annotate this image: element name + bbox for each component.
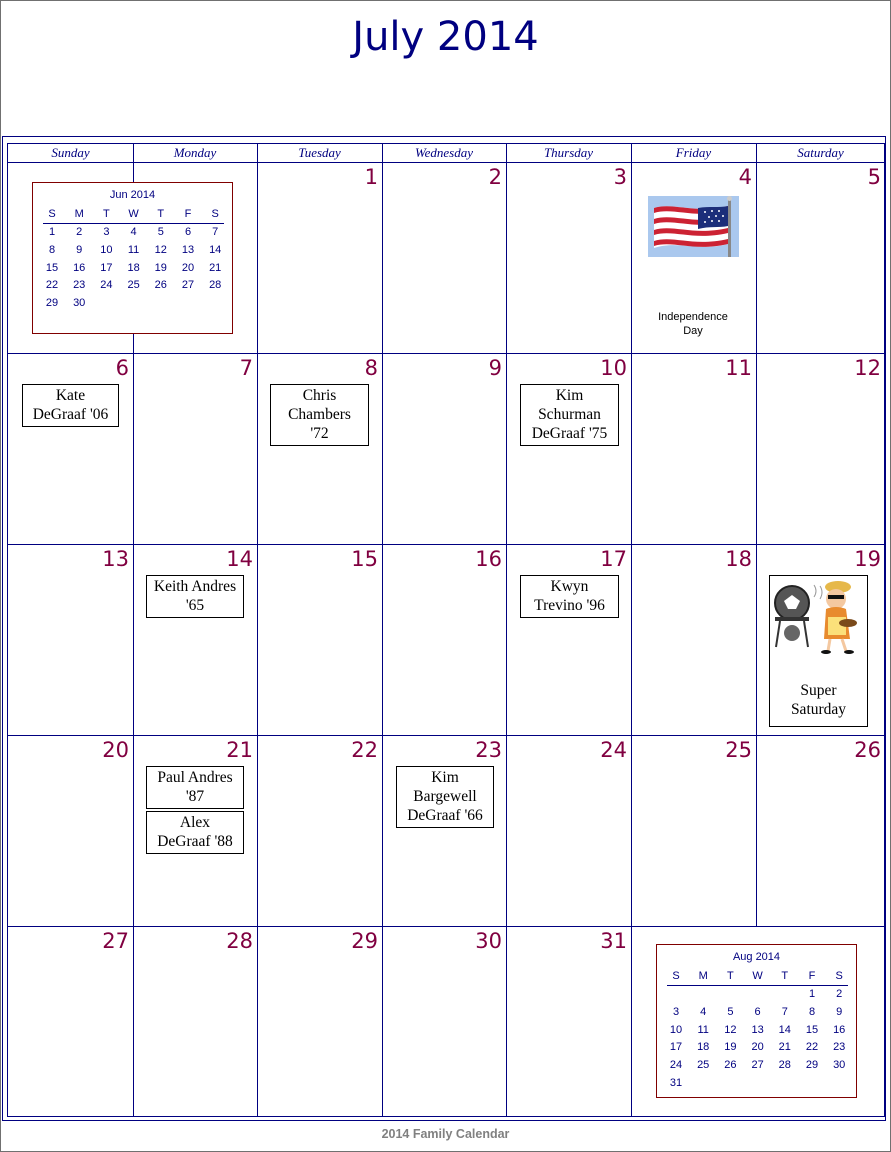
mini-calendar-day: 14 [209,243,222,256]
mini-calendar-day: 16 [833,1023,846,1036]
date-number: 15 [351,547,378,571]
event-box [396,766,494,828]
mini-calendar-august [656,944,857,1098]
mini-calendar-day: 11 [697,1023,709,1036]
mini-calendar-day: 6 [184,226,192,238]
mini-calendar-day: 26 [154,279,167,292]
event-text: DeGraaf '75 [531,425,608,442]
date-number: 13 [102,547,129,571]
date-number: 8 [364,356,378,380]
mini-calendar-day: 12 [724,1023,737,1036]
weekday-header-friday: Friday [675,145,712,160]
date-number: 25 [725,738,752,762]
mini-calendar-weekday: W [752,970,763,982]
column-rule-header [133,143,134,162]
mini-calendar-day: 21 [209,261,222,274]
date-number: 19 [854,547,881,571]
event-text: '72 [310,425,329,442]
date-number: 14 [226,547,253,571]
event-box [146,575,244,618]
column-rule [631,162,632,1117]
mini-calendar-title: Aug 2014 [732,951,781,963]
event-text: DeGraaf '88 [157,833,233,850]
mini-calendar-day: 2 [76,226,83,238]
mini-calendar-day: 24 [100,279,113,292]
grill-cartoon-icon [770,577,862,657]
event-text: Super [800,682,837,699]
date-number: 23 [475,738,502,762]
date-number: 9 [488,356,502,380]
date-number: 6 [115,356,129,380]
date-number: 31 [600,929,627,953]
mini-calendar-day: 31 [669,1077,683,1089]
mini-calendar-weekday: S [211,208,219,220]
event-text: '87 [185,788,205,805]
mini-calendar-day: 22 [45,279,59,292]
date-number: 27 [102,929,129,953]
mini-calendar-day: 15 [805,1023,819,1036]
date-number: 20 [102,738,129,762]
mini-calendar-day: 26 [724,1059,737,1072]
mini-calendar-day: 20 [181,261,195,274]
weekday-header-thursday: Thursday [543,145,594,160]
mini-calendar-day: 18 [127,261,140,274]
event-text: Kim [555,387,584,404]
mini-calendar-day: 30 [833,1059,846,1072]
date-number: 12 [854,356,881,380]
mini-calendar-day: 12 [154,243,167,256]
mini-calendar-day: 1 [48,226,56,238]
mini-calendar-day: 24 [669,1059,683,1072]
mini-calendar-day: 3 [103,226,110,238]
column-rule [506,162,507,1117]
mini-calendar-weekday: T [157,208,165,220]
mini-calendar-day: 23 [833,1041,846,1054]
date-number: 24 [600,738,627,762]
event-text: Schurman [538,406,601,423]
weekday-header-wednesday: Wednesday [414,145,473,160]
mini-calendar-weekday: W [128,208,139,220]
mini-calendar-weekday: M [74,208,84,220]
mini-calendar-day: 7 [212,226,219,238]
date-number: 21 [226,738,253,762]
column-rule [382,162,383,1117]
mini-calendar-day: 4 [700,1005,707,1018]
date-number: 3 [613,165,627,189]
mini-calendar-day: 25 [697,1059,710,1072]
column-rule-header [631,143,632,162]
date-number: 22 [351,738,378,762]
mini-calendar-weekday: F [808,970,816,982]
mini-calendar-day: 28 [209,279,222,292]
weekday-header-tuesday: Tuesday [298,145,341,160]
date-number: 7 [239,356,253,380]
date-number: 2 [488,165,502,189]
week-rule-last [8,1116,631,1117]
event-text: Paul Andres [157,769,233,786]
event-box [520,384,619,446]
mini-calendar-weekday: T [103,208,110,220]
event-text: Saturday [790,701,847,718]
column-rule [257,162,258,1117]
mini-calendar-june [32,182,233,334]
mini-calendar-day: 16 [73,261,86,274]
mini-calendar-day: 23 [73,279,86,292]
mini-calendar-weekday: S [48,208,56,220]
date-number: 18 [725,547,752,571]
mini-calendar-weekday: S [672,970,680,982]
column-rule-header [756,143,757,162]
mini-calendar-day: 8 [48,243,56,256]
mini-calendar-day: 30 [73,297,86,310]
mini-calendar-day: 17 [100,261,113,274]
mini-calendar-day: 21 [778,1041,791,1054]
week-rule [8,544,885,545]
mini-calendar-day: 7 [781,1005,788,1018]
column-rule-header [257,143,258,162]
date-number: 17 [600,547,627,571]
event-text: DeGraaf '66 [407,807,483,824]
mini-calendar-weekday: M [698,970,708,982]
holiday-text: Day [683,325,703,337]
event-text: Kwyn [550,578,589,595]
column-rule-header [506,143,507,162]
event-box [146,766,244,809]
date-number: 16 [475,547,502,571]
mini-calendar-day: 27 [181,279,195,292]
mini-calendar-day: 1 [808,988,816,1000]
event-text: Alex [179,814,211,831]
mini-calendar-day: 28 [778,1059,791,1072]
header-rule [8,162,885,163]
page-title: July 2014 [352,14,539,60]
mini-calendar-day: 2 [836,988,843,1000]
event-text: Bargewell [413,788,477,805]
date-number: 11 [725,356,752,380]
event-text: Trevino '96 [534,597,605,614]
us-flag-icon [648,196,739,257]
mini-calendar-day: 27 [751,1059,764,1072]
mini-calendar-day: 19 [724,1041,737,1054]
event-box [520,575,619,618]
event-box [270,384,369,446]
mini-calendar-day: 13 [181,243,195,256]
mini-calendar-title: Jun 2014 [109,189,156,201]
mini-calendar-day: 25 [127,279,140,292]
weekday-header-sunday: Sunday [51,145,90,160]
mini-calendar-day: 20 [751,1041,764,1054]
event-box [146,811,244,854]
mini-calendar-day: 29 [45,297,59,310]
mini-calendar-weekday: F [184,208,192,220]
column-rule-header [382,143,383,162]
holiday-text: Independence [658,311,728,323]
date-number: 26 [854,738,881,762]
mini-calendar-day: 14 [778,1023,791,1036]
mini-calendar-day: 6 [754,1005,761,1018]
mini-calendar-day: 13 [751,1023,764,1036]
date-number: 29 [351,929,378,953]
date-number: 10 [600,356,627,380]
date-number: 1 [364,165,378,189]
mini-calendar-day: 4 [130,226,137,238]
date-number: 4 [738,165,752,189]
weekday-header-monday: Monday [173,145,217,160]
footer-caption: 2014 Family Calendar [381,1127,510,1141]
week-rule [8,926,885,927]
mini-calendar-day: 5 [727,1005,734,1018]
mini-calendar-day: 10 [669,1023,683,1036]
mini-calendar-day: 5 [157,226,164,238]
mini-calendar-day: 29 [805,1059,819,1072]
event-text: Chambers [288,406,351,423]
event-text: '65 [185,597,205,614]
mini-calendar-day: 9 [76,243,83,256]
mini-calendar-day: 9 [836,1005,843,1018]
mini-calendar-rule [667,985,848,986]
event-text: Keith Andres [153,578,237,595]
event-box [22,384,119,427]
event-text: Chris [302,387,337,404]
mini-calendar-day: 10 [100,243,113,256]
week-rule [8,735,885,736]
date-number: 28 [226,929,253,953]
date-number: 30 [475,929,502,953]
week-rule [8,353,885,354]
holiday-label [638,310,748,338]
mini-calendar-day: 18 [697,1041,710,1054]
mini-calendar-weekday: T [781,970,789,982]
mini-calendar-day: 11 [127,243,140,256]
mini-calendar-day: 8 [808,1005,816,1018]
mini-calendar-day: 19 [154,261,167,274]
mini-calendar-day: 17 [669,1041,683,1054]
mini-calendar-day: 22 [805,1041,819,1054]
weekday-header-saturday: Saturday [797,145,844,160]
date-number: 5 [867,165,881,189]
mini-calendar-weekday: T [727,970,734,982]
event-text: Kate [55,387,86,404]
mini-calendar-day: 15 [45,261,59,274]
mini-calendar-day: 3 [672,1005,680,1018]
mini-calendar-weekday: S [835,970,843,982]
event-text: DeGraaf '06 [32,406,109,423]
event-text: Kim [431,769,459,786]
mini-calendar-rule [43,223,224,224]
